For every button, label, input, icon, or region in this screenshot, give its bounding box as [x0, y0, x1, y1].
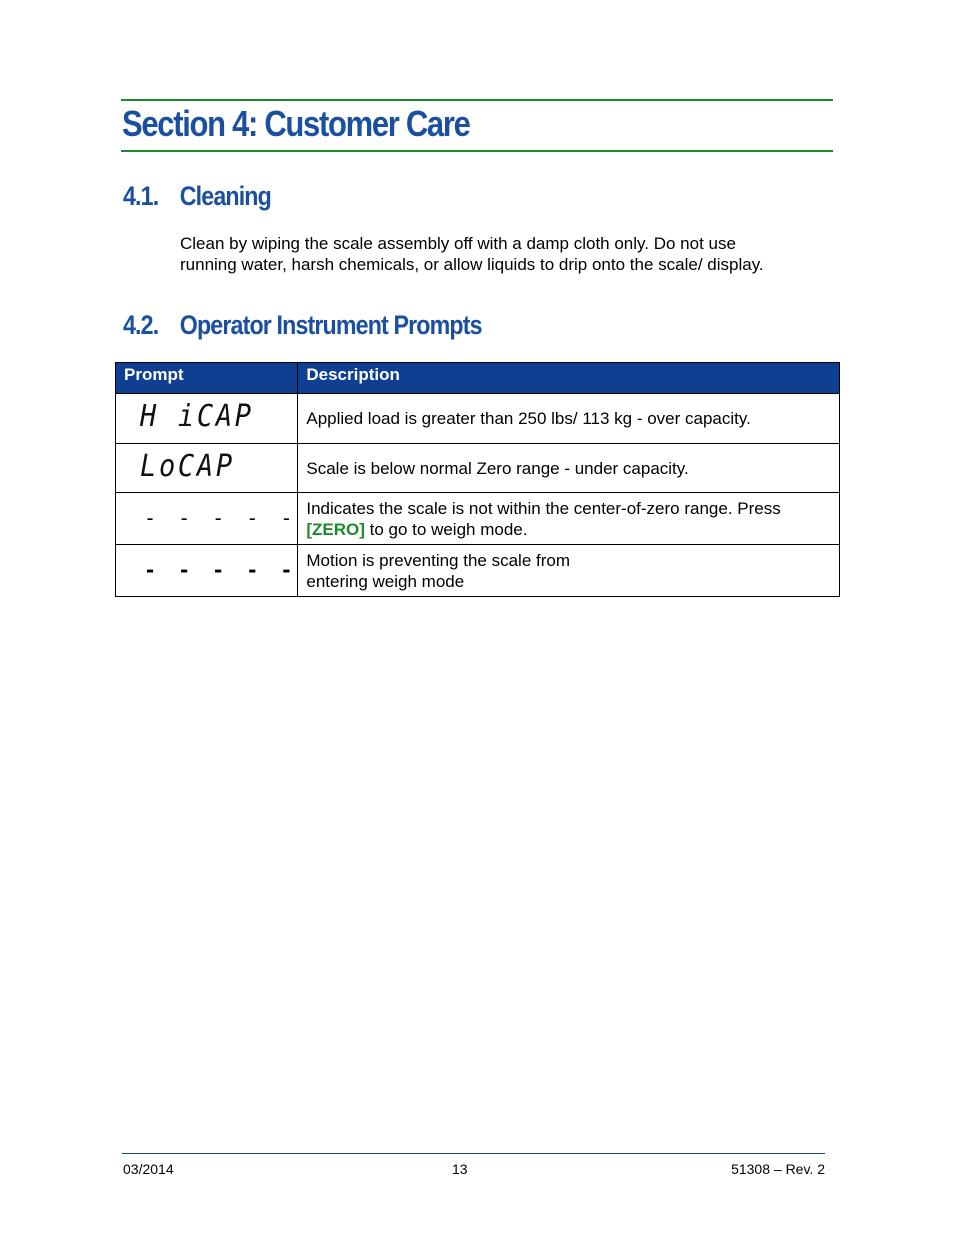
prompts-table — [115, 362, 840, 597]
prompts-number: 4.2. — [123, 310, 159, 340]
table-header-row — [116, 363, 840, 394]
cleaning-number: 4.1. — [123, 181, 159, 211]
footer-rule — [122, 1153, 825, 1154]
hicap-display: H iCAP — [140, 399, 254, 434]
cleaning-heading — [123, 181, 271, 212]
motion-dashes: - - - - - — [144, 557, 298, 582]
description-cell — [298, 545, 840, 597]
table-row — [116, 493, 840, 545]
locap-display: LoCAP — [140, 448, 235, 484]
prompts-heading — [123, 310, 482, 341]
table-row — [116, 444, 840, 493]
zero-key-label: [ZERO] — [306, 519, 365, 539]
prompt-cell — [116, 493, 298, 545]
prompts-title: Operator Instrument Prompts — [179, 310, 482, 340]
description-line-1: Motion is preventing the scale from — [306, 550, 570, 570]
cleaning-paragraph — [180, 233, 840, 275]
description-cell: Applied load is greater than 250 lbs/ 113 kg - over capacity. — [298, 394, 840, 444]
description-line-2: entering weigh mode — [306, 571, 465, 591]
title-rule-bottom — [121, 150, 833, 152]
prompt-cell — [116, 394, 298, 444]
description-text-end: to go to weigh mode. — [364, 519, 528, 539]
table-row — [116, 394, 840, 444]
center-zero-dashes: - - - - - — [144, 505, 298, 530]
footer-date: 03/2014 — [123, 1161, 174, 1177]
description-text: Indicates the scale is not within the center-of-zero range. Press — [306, 498, 781, 518]
footer-doc-revision: 51308 – Rev. 2 — [731, 1161, 825, 1177]
prompt-cell — [116, 545, 298, 597]
table-row — [116, 545, 840, 597]
description-cell — [298, 493, 840, 545]
section-title: Section 4: Customer Care — [122, 103, 470, 144]
description-cell: Scale is below normal Zero range - under capacity. — [298, 444, 840, 493]
cleaning-line-1: Clean by wiping the scale assembly off with a damp cloth only. Do not use — [180, 234, 736, 253]
prompt-cell — [116, 444, 298, 493]
cleaning-title: Cleaning — [179, 181, 271, 211]
header-description: Description — [298, 363, 840, 394]
header-prompt: Prompt — [116, 363, 298, 394]
footer-page-number: 13 — [452, 1161, 468, 1177]
cleaning-line-2: running water, harsh chemicals, or allow liquids to drip onto the scale/ display. — [180, 255, 764, 274]
title-rule-top — [121, 99, 833, 101]
